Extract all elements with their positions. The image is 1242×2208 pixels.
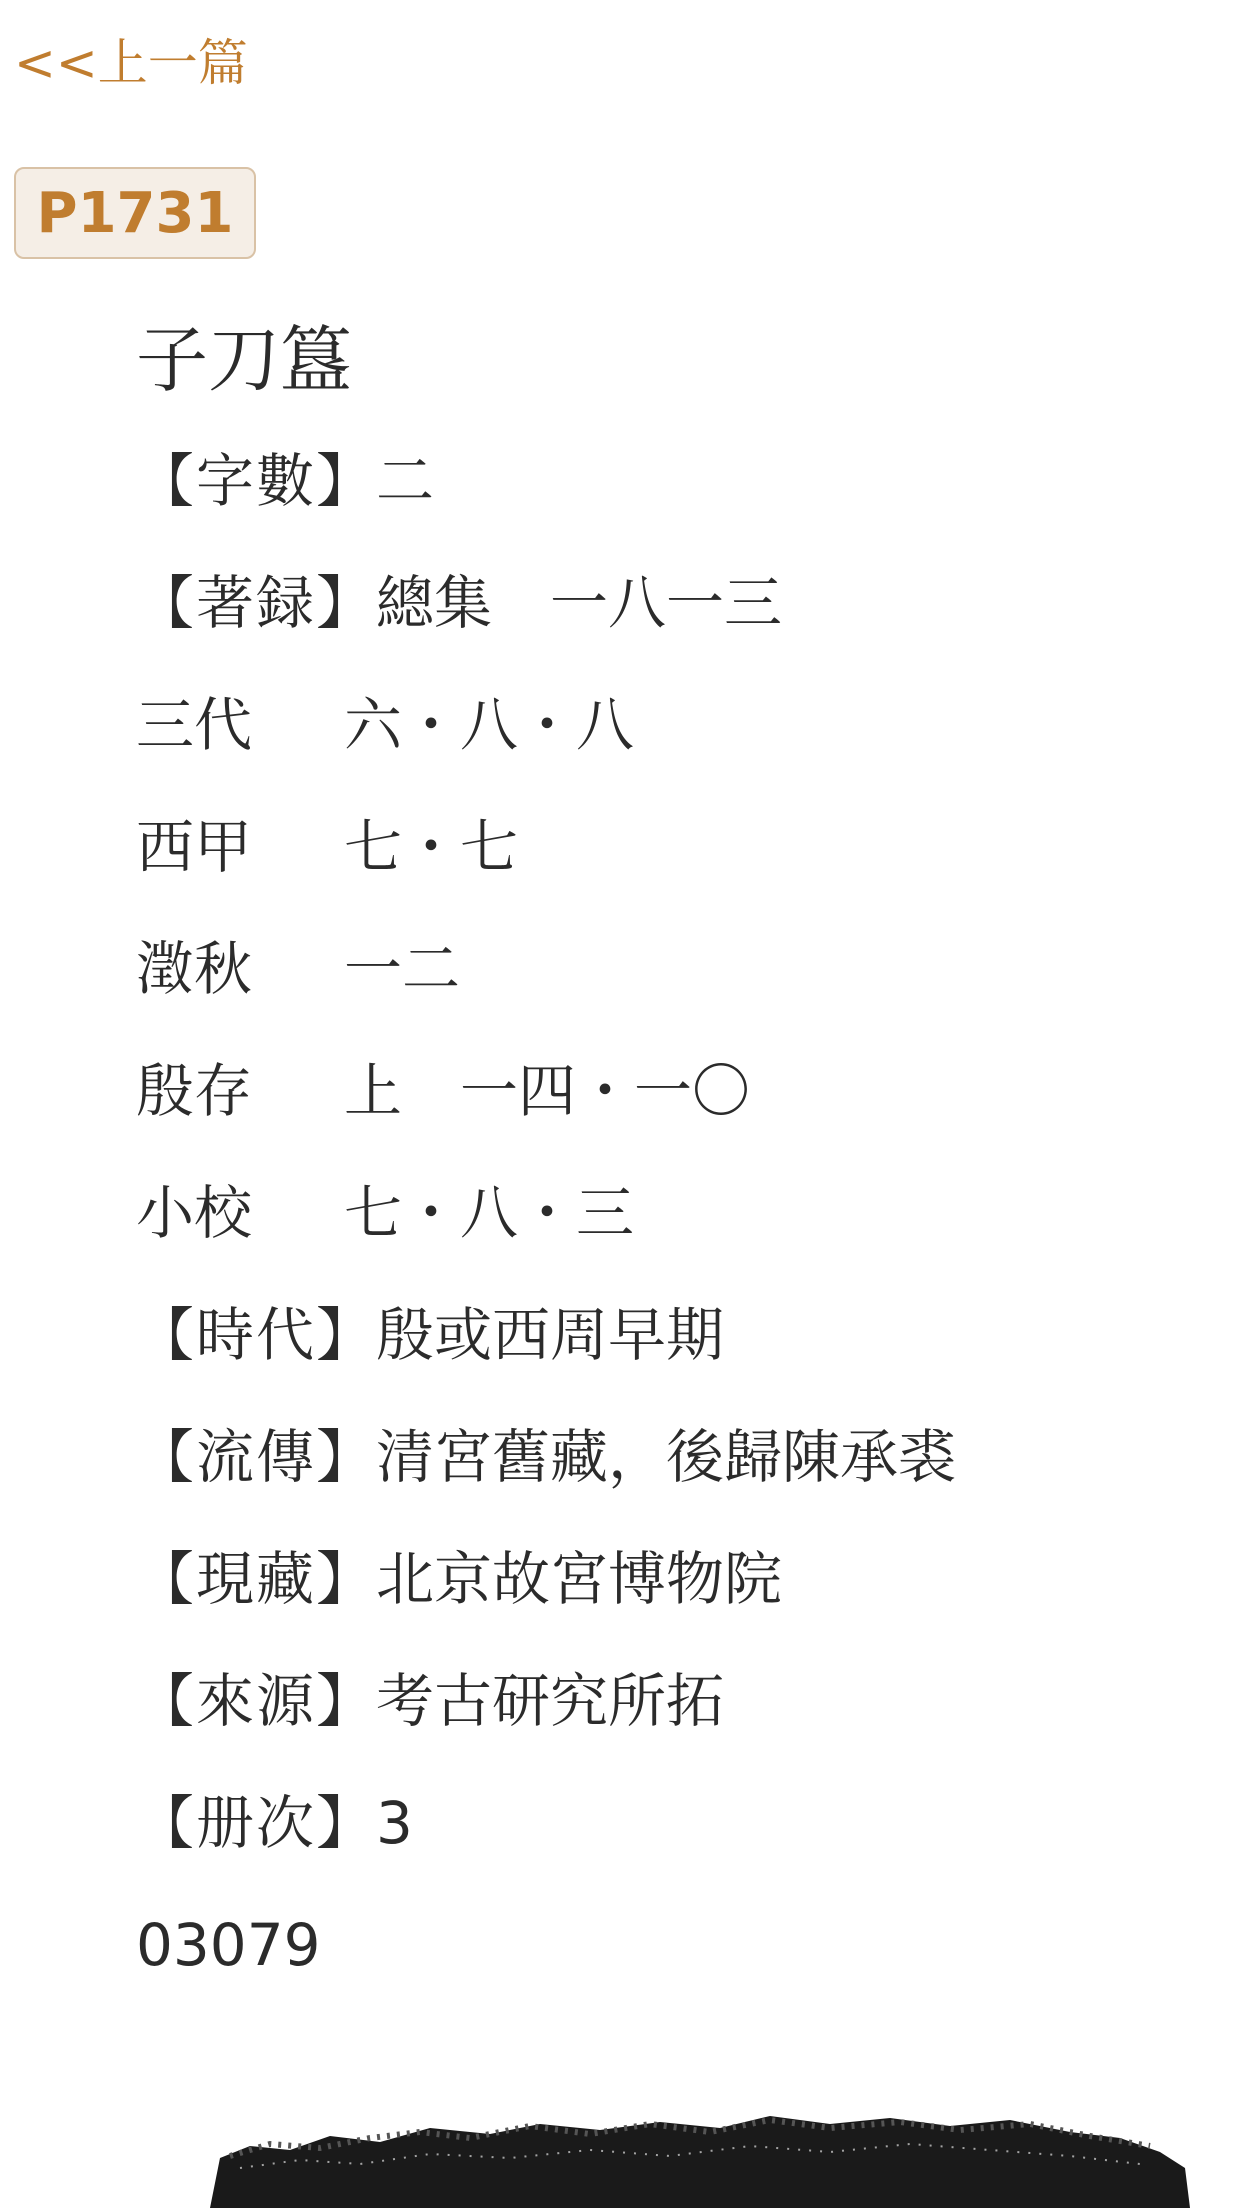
record-id-badge: P1731 xyxy=(14,167,256,259)
field-volume xyxy=(136,1762,1216,1884)
field-value: 總集 一八一三 xyxy=(376,569,783,637)
reference-pages: 一二 xyxy=(344,935,461,1003)
field-records xyxy=(136,542,1216,664)
reference-line xyxy=(136,1152,1216,1274)
record-title: 子刀簋 xyxy=(136,318,353,402)
field-value: 清宮舊藏，後歸陳承裘 xyxy=(376,1423,957,1491)
reference-line xyxy=(136,786,1216,908)
previous-article-link[interactable]: <<上一篇 xyxy=(14,34,248,92)
field-value: 北京故宮博物院 xyxy=(376,1545,783,1613)
field-value: 二 xyxy=(376,447,435,515)
field-label: 【來源】 xyxy=(136,1667,377,1735)
reference-line xyxy=(136,908,1216,1030)
reference-book: 澂秋 xyxy=(136,935,253,1003)
field-source xyxy=(136,1640,1216,1762)
reference-book: 西甲 xyxy=(136,813,253,881)
reference-pages: 七・八・三 xyxy=(344,1179,635,1247)
field-label: 【著録】 xyxy=(136,569,377,637)
record-content xyxy=(136,300,1216,2006)
reference-book: 小校 xyxy=(136,1179,253,1247)
field-label: 【字數】 xyxy=(136,447,377,515)
record-code: 03079 xyxy=(136,1911,321,1979)
reference-book: 三代 xyxy=(136,691,253,759)
reference-pages: 七・七 xyxy=(344,813,519,881)
reference-line xyxy=(136,664,1216,786)
field-value: 考古研究所拓 xyxy=(376,1667,725,1735)
field-collection xyxy=(136,1518,1216,1640)
field-word-count xyxy=(136,420,1216,542)
field-label: 【時代】 xyxy=(136,1301,377,1369)
field-era xyxy=(136,1274,1216,1396)
field-provenance xyxy=(136,1396,1216,1518)
field-label: 【册次】 xyxy=(136,1789,377,1857)
field-value: 3 xyxy=(376,1789,413,1857)
inscription-rubbing-image xyxy=(210,2098,1190,2208)
reference-line xyxy=(136,1030,1216,1152)
reference-book: 殷存 xyxy=(136,1057,253,1125)
reference-pages: 上 一四・一〇 xyxy=(344,1057,751,1125)
field-label: 【現藏】 xyxy=(136,1545,377,1613)
reference-pages: 六・八・八 xyxy=(344,691,635,759)
field-label: 【流傳】 xyxy=(136,1423,377,1491)
field-value: 殷或西周早期 xyxy=(376,1301,725,1369)
